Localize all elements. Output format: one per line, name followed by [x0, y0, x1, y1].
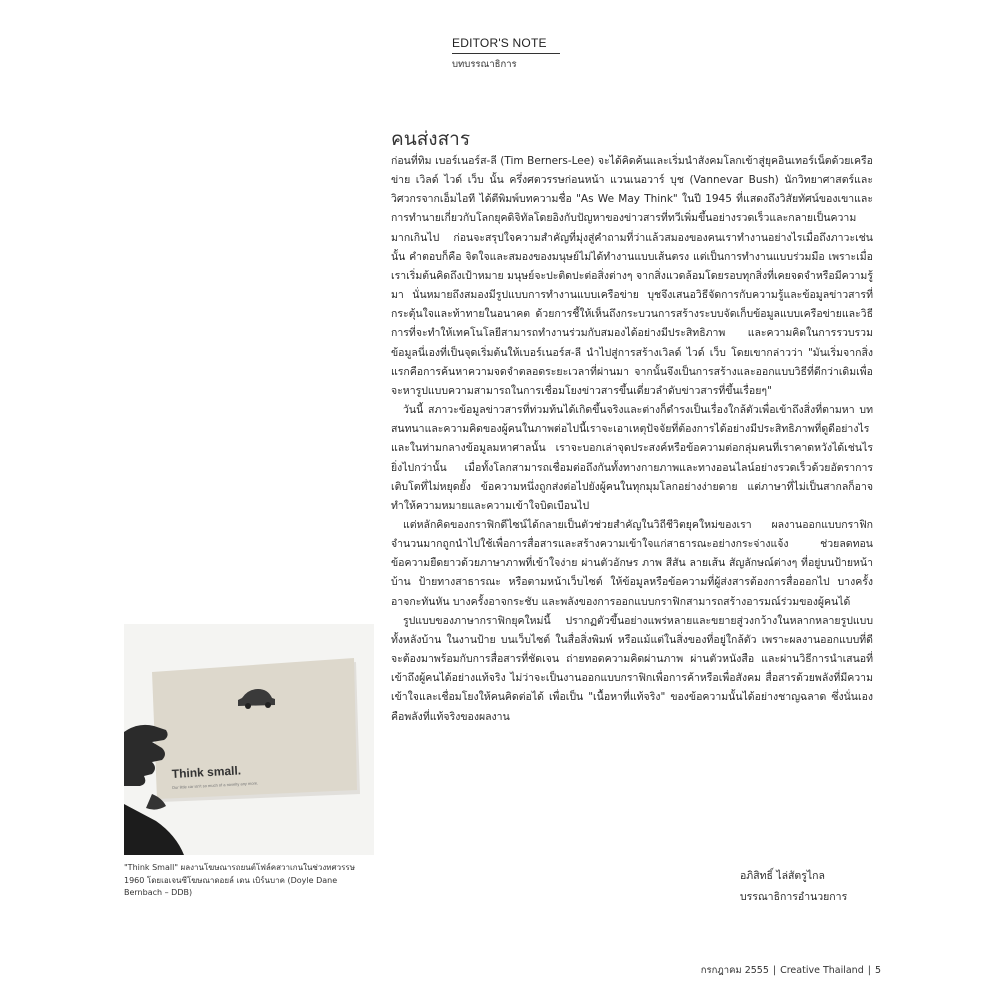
signature-block: [740, 866, 880, 908]
think-small-photo: [124, 624, 374, 855]
paragraph-4: รูปแบบของภาษากราฟิกยุคใหม่นี้ ปรากฏตัวขึ้นอย่างแพร่หลายและขยายสู่วงกว้างในหลากหลายรูปแบบ ทั้งหลังบ้าน ในงานป้าย บนเว็บไซต์ ในสื่อสิ่งพิมพ์ หรือแม้แต่ในสิ่งของที่อยู่ใกล้ตัว เพราะผลงานออกแบบที่ดีจะต้องมาพร้อมกับการสื่อสารที่ชัดเจน ถ่ายทอดความคิดผ่านภาพ ผ่านตัวหนังสือ และผ่านวิธีการนำเสนอที่เข้าถึงผู้คนได้อย่างแท้จริง ไม่ว่าจะเป็นงานออกแบบกราฟิกเพื่อการค้าหรือเพื่อสังคม สื่อสารด้วยพลังที่มีความเข้าใจและเชื่อมโยงให้คนคิดต่อได้ เพื่อเป็น "เนื้อหาที่แท้จริง" ของข้อความนั้นได้อย่างชาญฉลาด ซึ่งนั่นเองคือพลังที่แท้จริงของผลงาน: [391, 614, 873, 723]
folio-separator-2: |: [867, 965, 871, 976]
paragraph-3: แต่หลักคิดของกราฟิกดีไซน์ได้กลายเป็นตัวช่วยสำคัญในวิถีชีวิตยุคใหม่ของเรา ผลงานออกแบบกราฟิกจำนวนมากถูกนำไปใช้เพื่อการสื่อสารและสร้างความเข้าใจแก่สาธารณะอย่างกระจ่างแจ้ง ช่วยลดทอนข้อความยืดยาวด้วยภาษาภาพที่เข้าใจง่าย ผ่านตัวอักษร ภาพ สีสัน ลายเส้น สัญลักษณ์ต่างๆ ที่อยู่บนป้ายหน้าบ้าน ป้ายทางสาธารณะ หรือตามหน้าเว็บไซต์ ให้ข้อมูลหรือข้อความที่ผู้ส่งสารต้องการสื่อออกไป บางครั้งอาจกะทันหัน บางครั้งอาจกระชับ และพลังของการออกแบบกราฟิกสามารถสร้างอารมณ์ร่วมของผู้คนได้: [391, 518, 873, 608]
signature-role: บรรณาธิการอำนวยการ: [740, 891, 848, 903]
paragraph-1: ก่อนที่ทิม เบอร์เนอร์ส-ลี (Tim Berners-Lee) จะได้คิดค้นและเริ่มนำสังคมโลกเข้าสู่ยุคอินเทอร์เน็ตด้วยเครือข่าย เวิลด์ ไวด์ เว็บ นั้น ครึ่งศตวรรษก่อนหน้า แวนเนอวาร์ บุช (Vannevar Bush) นักวิทยาศาสตร์และวิศวกรจากเอ็มไอที ได้ตีพิมพ์บทความชื่อ "As We May Think" ในปี 1945 ที่แสดงถึงวิสัยทัศน์ของเขาและการทำนายเกี่ยวกับโลกยุคดิจิทัลโดยอิงกับปัญหาของข่าวสารที่ทวีเพิ่มขึ้นอย่างรวดเร็วและกลายเป็นความมากเกินไป ก่อนจะสรุปใจความสำคัญที่มุ่งสู่คำถามที่ว่าแล้วสมองของคนเราทำงานอย่างไรเมื่อถึงภาวะเช่นนั้น คำตอบก็คือ จิตใจและสมองของมนุษย์ไม่ได้ทำงานแบบเส้นตรง แต่เป็นการทำงานแบบร่วมมือ เพราะเมื่อเราเริ่มต้นคิดถึงเป้าหมาย มนุษย์จะปะติดปะต่อสิ่งต่างๆ จากสิ่งแวดล้อมโดยรอบทุกสิ่งที่เคยจดจำหรือมีความรู้มา นั่นหมายถึงสมองมีรูปแบบการทำงานแบบเครือข่าย บุชจึงเสนอวิธีจัดการกับความรู้และข้อมูลข่าวสารที่กระตุ้นใจและท้าทายในอนาคต ด้วยการชี้ให้เห็นถึงกระบวนการสร้างระบบจัดเก็บข้อมูลแบบเครือข่ายและวิธีการที่จะทำให้เทคโนโลยีสามารถทำงานร่วมกับสมองได้อย่างมีประสิทธิภาพ และความคิดในการรวบรวมข้อมูลนี่เองที่เป็นจุดเริ่มต้นให้เบอร์เนอร์ส-ลี นำไปสู่การสร้างเวิลด์ ไวด์ เว็บ โดยเขากล่าวว่า "มันเริ่มจากสิ่งแรกคือการค้นหาความจดจำตลอดระยะเวลาที่ผ่านมา จากนั้นจึงเป็นการสร้างและออกแบบวิธีที่ดีกว่าเดิมเพื่อจะหารูปแบบความสามารถในการเชื่อมโยงข่าวสารขึ้นเดี่ยวลำดับข่าวสารที่ขึ้นเรื่อยๆ": [391, 155, 873, 397]
article-title: คนส่งสาร: [391, 128, 471, 150]
header-rule: [452, 53, 560, 54]
section-title-th: บทบรรณาธิการ: [452, 59, 517, 70]
page-folio: [671, 963, 881, 978]
paragraph-2: วันนี้ สภาวะข้อมูลข่าวสารที่ท่วมท้นได้เกิดขึ้นจริงและต่างก็ดำรงเป็นเรื่องใกล้ตัวเพื่อเข้าถึงสิ่งที่ตามหา บทสนทนาและความคิดของผู้คนในภาพต่อไปนี้เราจะเอาเหตุปัจจัยที่ต้องการได้อย่างมีประสิทธิภาพที่ดูดีอย่างไร และในท่ามกลางข้อมูลมหาศาลนั้น เราจะบอกเล่าจุดประสงค์หรือข้อความต่อกลุ่มคนที่เราคาดหวังได้เช่นไร ยิ่งไปกว่านั้น เมื่อทั้งโลกสามารถเชื่อมต่อถึงกันทั้งทางกายภาพและทางออนไลน์อย่างรวดเร็วด้วยอัตราการเติบโตที่ไม่หยุดยั้ง ข้อความหนึ่งถูกส่งต่อไปยังผู้คนในทุกมุมโลกอย่างง่ายดาย แต่ภาษาที่ไม่เป็นสากลก็อาจทำให้ความหมายและความเข้าใจบิดเบือนไป: [391, 404, 873, 512]
folio-separator: |: [772, 965, 777, 976]
folio-magazine: Creative Thailand: [780, 965, 864, 976]
photo-illustration: [124, 624, 374, 855]
signature-name: อภิสิทธิ์ ไล่สัตรูไกล: [740, 870, 825, 882]
ad-headline: Think small.: [171, 763, 242, 781]
article-body: [391, 152, 873, 727]
section-header: [452, 36, 562, 72]
folio-page-number: 5: [874, 965, 881, 976]
ad-subline: Our little car isn't so much of a novelty any more.: [171, 780, 259, 790]
folio-date: กรกฎาคม 2555: [700, 965, 769, 976]
section-title-en: EDITOR'S NOTE: [452, 36, 547, 50]
photo-caption: "Think Small" ผลงานโฆษณารถยนต์โฟล์คสวาเกนในช่วงทศวรรษ 1960 โดยเอเจนซีโฆษณาดอยล์ เดน เบิร์นบาค (Doyle Dane Bernbach – DDB): [124, 863, 355, 897]
